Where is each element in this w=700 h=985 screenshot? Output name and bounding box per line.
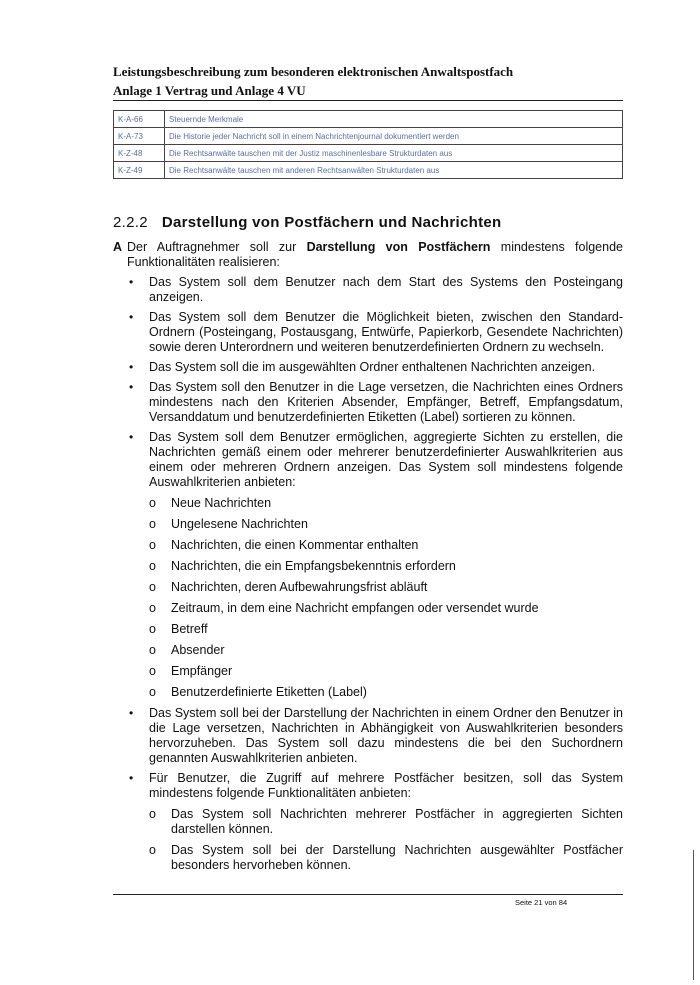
- sub-bullet-icon: o: [149, 517, 156, 531]
- sub-bullet-icon: o: [149, 622, 156, 636]
- criteria-item: [149, 559, 623, 574]
- multi-mailbox-item-text: Das System soll Nachrichten mehrerer Postfächer in aggregierten Sichten darstellen können.: [171, 807, 623, 836]
- bullet-icon: •: [129, 430, 134, 444]
- table-row: [114, 111, 623, 128]
- list-item-text: Das System soll dem Benutzer ermöglichen, aggregierte Sichten zu erstellen, die Nachrichten gemäß einem oder mehrerer benutzerdefinierter Auswahlkriterien aus einem oder mehreren Ordnern anzeigen. Das System soll mindestens folgende Auswahlkriterien anbieten:: [149, 430, 623, 489]
- sub-bullet-icon: o: [149, 664, 156, 678]
- list-item-text: Für Benutzer, die Zugriff auf mehrere Postfächer besitzen, soll das System mindestens folgende Funktionalitäten anbieten:: [149, 771, 623, 800]
- feature-code: K-Z-49: [114, 162, 165, 179]
- feature-text: Steuernde Merkmale: [165, 111, 623, 128]
- criteria-item: [149, 517, 623, 532]
- criteria-item-text: Nachrichten, deren Aufbewahrungsfrist abläuft: [171, 580, 428, 594]
- header-divider: [113, 100, 623, 101]
- list-item: [113, 310, 623, 355]
- multi-mailbox-list: [149, 807, 623, 873]
- criteria-item: [149, 685, 623, 700]
- multi-mailbox-item: [149, 843, 623, 873]
- sub-bullet-icon: o: [149, 559, 156, 573]
- document-header-subtitle: Anlage 1 Vertrag und Anlage 4 VU: [113, 83, 306, 98]
- sub-bullet-icon: o: [149, 843, 156, 857]
- criteria-item: [149, 580, 623, 595]
- list-item: [113, 380, 623, 425]
- requirement-paragraph: [113, 240, 623, 270]
- list-item-text: Das System soll dem Benutzer nach dem Start des Systems den Posteingang anzeigen.: [149, 275, 623, 304]
- section-title: Darstellung von Postfächern und Nachrichten: [161, 214, 502, 231]
- sub-bullet-icon: o: [149, 538, 156, 552]
- sub-bullet-icon: o: [149, 643, 156, 657]
- criteria-item-text: Empfänger: [171, 664, 233, 678]
- requirement-intro-before: Der Auftragnehmer soll zur: [127, 240, 307, 254]
- table-row: [114, 128, 623, 145]
- criteria-item: [149, 643, 623, 658]
- list-item-text: Das System soll dem Benutzer die Möglichkeit bieten, zwischen den Standard-Ordnern (Posteingang, Postausgang, Entwürfe, Papierkorb, Gesendete Nachrichten) sowie deren Unterordnern und weiteren benutzerdefinierten Ordnern zu wechseln.: [149, 310, 623, 354]
- sub-bullet-icon: o: [149, 496, 156, 510]
- criteria-item-text: Nachrichten, die einen Kommentar enthalten: [171, 538, 419, 552]
- criteria-item: [149, 496, 623, 511]
- footer-divider: [113, 894, 623, 895]
- feature-text: Die Rechtsanwälte tauschen mit der Justiz maschinenlesbare Strukturdaten aus: [165, 145, 623, 162]
- sub-bullet-icon: o: [149, 685, 156, 699]
- criteria-item-text: Neue Nachrichten: [171, 496, 272, 510]
- list-item: [113, 430, 623, 700]
- bullet-icon: •: [129, 706, 134, 720]
- bullet-icon: •: [129, 275, 134, 289]
- section-number: 2.2.2: [113, 214, 148, 231]
- criteria-item-text: Ungelesene Nachrichten: [171, 517, 308, 531]
- table-row: [114, 162, 623, 179]
- criteria-item: [149, 601, 623, 616]
- criteria-item-text: Nachrichten, die ein Empfangsbekenntnis erfordern: [171, 559, 456, 573]
- sub-bullet-icon: o: [149, 807, 156, 821]
- requirement-intro-after: mindestens folgende Funktionalitäten realisieren:: [127, 240, 623, 269]
- criteria-item-text: Absender: [171, 643, 225, 657]
- criteria-item: [149, 622, 623, 637]
- list-item-text: Das System soll bei der Darstellung der Nachrichten in einem Ordner den Benutzer in die Lage versetzen, Nachrichten in Abhängigkeit von Auswahlkriterien besonders hervorzuheben. Das System soll dazu mindestens die bei den Suchordnern genannten Auswahlkriterien anbieten.: [149, 706, 623, 765]
- requirement-marker: A: [113, 240, 123, 254]
- feature-code: K-A-73: [114, 128, 165, 145]
- scan-edge-line: [693, 850, 694, 980]
- list-item-text: Das System soll die im ausgewählten Ordner enthaltenen Nachrichten anzeigen.: [149, 360, 596, 374]
- requirement-list: [113, 275, 623, 873]
- table-row: [114, 145, 623, 162]
- bullet-icon: •: [129, 310, 134, 324]
- sub-bullet-icon: o: [149, 601, 156, 615]
- list-item: [113, 771, 623, 873]
- multi-mailbox-item: [149, 807, 623, 837]
- list-item: [113, 275, 623, 305]
- section-heading: [113, 214, 502, 231]
- criteria-item: [149, 538, 623, 553]
- feature-text: Die Rechtsanwälte tauschen mit anderen Rechtsanwälten Strukturdaten aus: [165, 162, 623, 179]
- feature-table: [113, 110, 623, 179]
- feature-code: K-A-66: [114, 111, 165, 128]
- criteria-item-text: Benutzerdefinierte Etiketten (Label): [171, 685, 367, 699]
- multi-mailbox-item-text: Das System soll bei der Darstellung Nachrichten ausgewählter Postfächer besonders hervorheben können.: [171, 843, 623, 872]
- section-body: [113, 240, 623, 879]
- criteria-list: [149, 496, 623, 700]
- feature-text: Die Historie jeder Nachricht soll in einem Nachrichtenjournal dokumentiert werden: [165, 128, 623, 145]
- page-number: Seite 21 von 84: [515, 898, 568, 907]
- bullet-icon: •: [129, 771, 134, 785]
- criteria-item-text: Zeitraum, in dem eine Nachricht empfangen oder versendet wurde: [171, 601, 539, 615]
- criteria-item-text: Betreff: [171, 622, 208, 636]
- bullet-icon: •: [129, 360, 134, 374]
- list-item: [113, 706, 623, 766]
- bullet-icon: •: [129, 380, 134, 394]
- sub-bullet-icon: o: [149, 580, 156, 594]
- feature-code: K-Z-48: [114, 145, 165, 162]
- requirement-intro-bold: Darstellung von Postfächern: [306, 240, 491, 254]
- criteria-item: [149, 664, 623, 679]
- list-item-text: Das System soll den Benutzer in die Lage versetzen, die Nachrichten eines Ordners mindestens nach den Kriterien Absender, Empfänger, Betreff, Empfangsdatum, Versanddatum und benutzerdefinierten Etiketten (Label) sortieren zu können.: [149, 380, 623, 424]
- list-item: [113, 360, 623, 375]
- document-header-title: Leistungsbeschreibung zum besonderen elektronischen Anwaltspostfach: [113, 64, 514, 79]
